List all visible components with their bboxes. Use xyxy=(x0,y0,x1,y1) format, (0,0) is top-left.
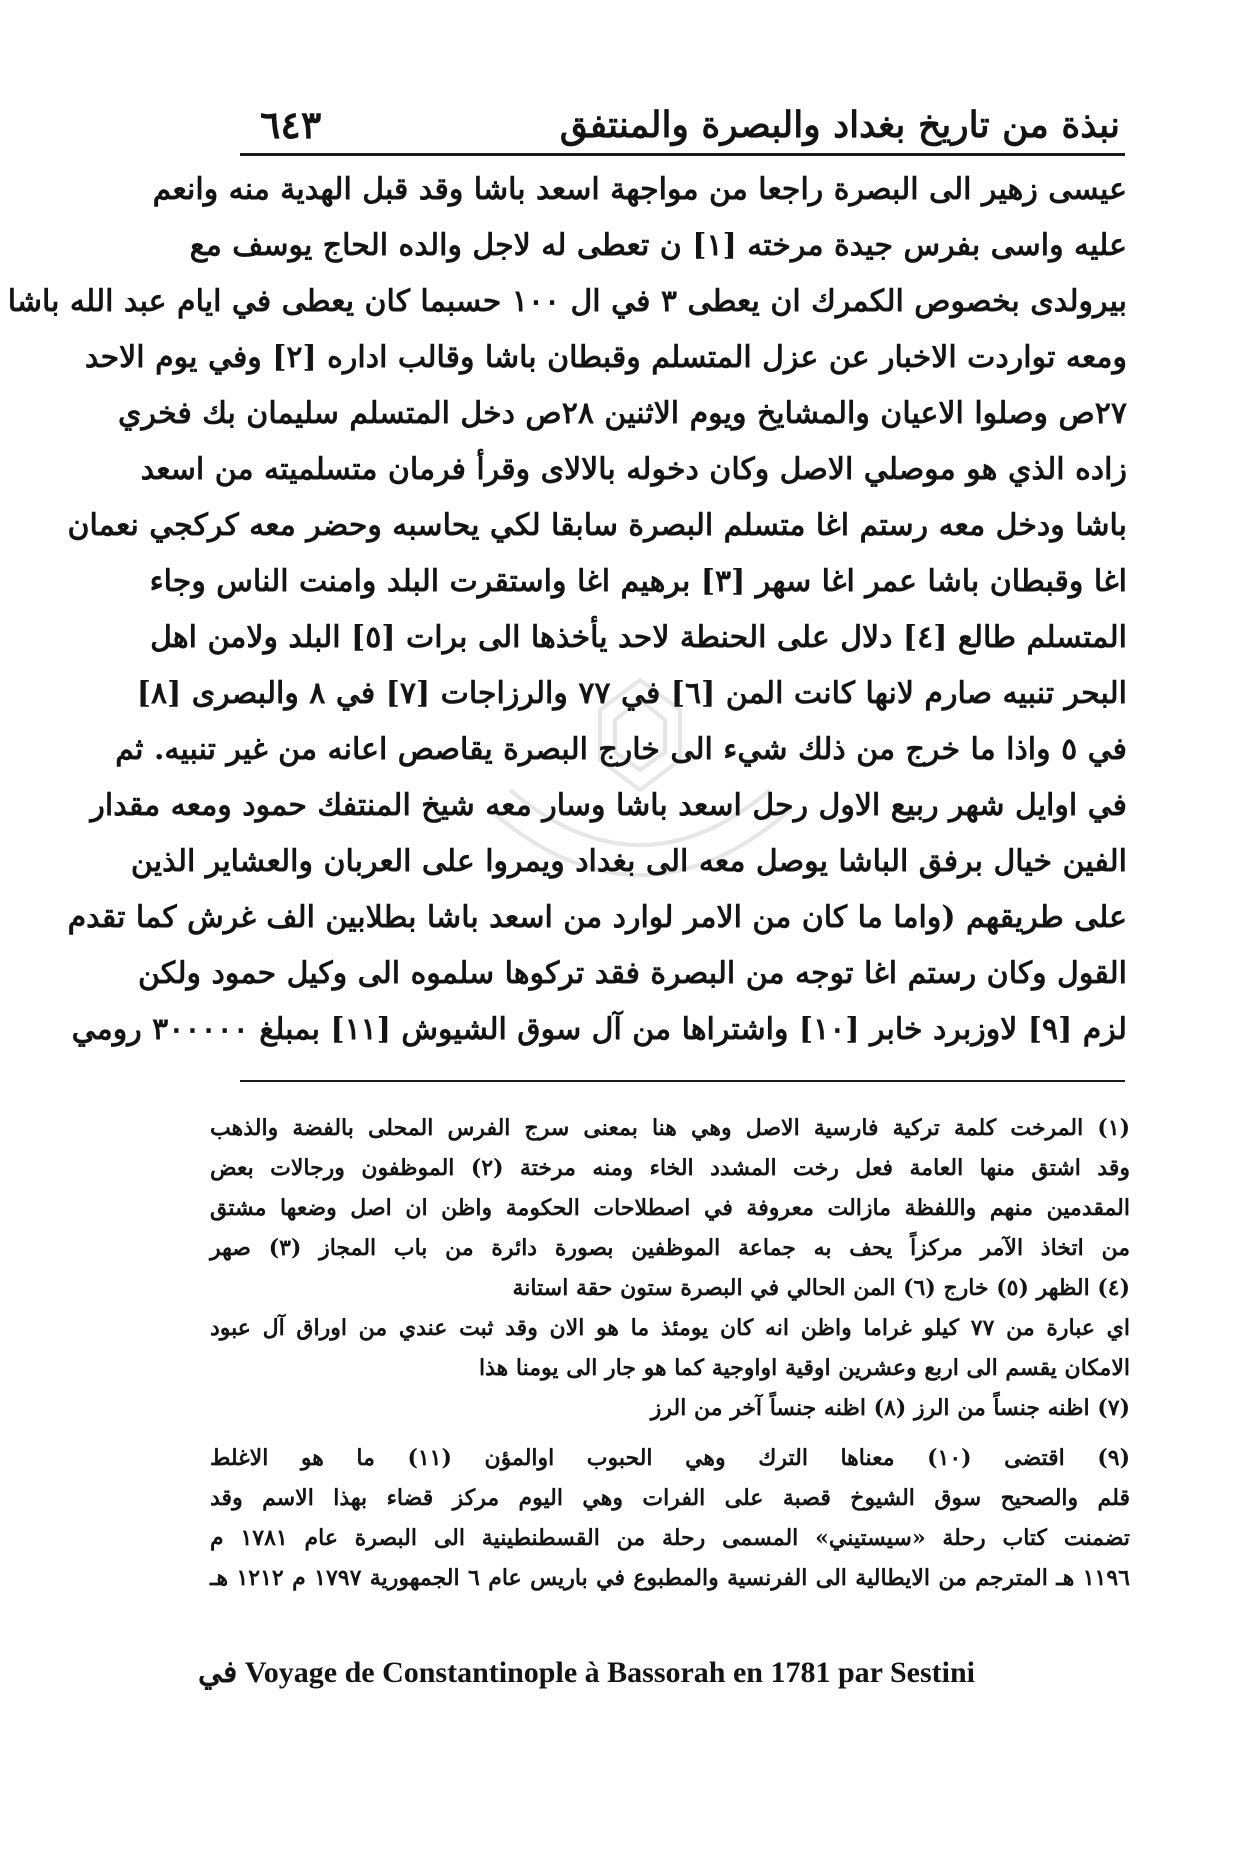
footnote-rule xyxy=(240,1080,1125,1082)
main-body-text xyxy=(7,162,1127,1058)
footnote-line: قلم والصحيح سوق الشيوخ قصبة على الفرات وهي اليوم مركز قضاء بهذا الاسم وقد xyxy=(210,1485,1130,1511)
footnote-latin-citation: في Voyage de Constantinople à Bassorah en 1781 par Sestini xyxy=(198,1656,975,1689)
body-line: زاده الذي هو موصلي الاصل وكان دخوله بالالاى وقرأ فرمان متسلميته من اسعد xyxy=(140,452,1127,487)
body-line: ومعه تواردت الاخبار عن عزل المتسلم وقبطان باشا وقالب اداره [٢] وفي يوم الاحد xyxy=(84,340,1127,375)
footnote-line: وقد اشتق منها العامة فعل رخت المشدد الخاء ومنه مرختة (٢) الموظفون ورجالات بعض xyxy=(210,1155,1130,1181)
body-line: عيسى زهير الى البصرة راجعا من مواجهة اسعد باشا وقد قبل الهدية منه وانعم xyxy=(152,172,1127,207)
body-line: المتسلم طالع [٤] دلال على الحنطة لاحد يأخذها الى برات [٥] البلد ولامن اهل xyxy=(150,620,1127,655)
footnote-line: الامكان يقسم الى اربع وعشرين اوقية اواوجية كما هو جار الى يومنا هذا xyxy=(479,1355,1130,1381)
page-number: ٦٤٣ xyxy=(260,102,322,147)
body-line: البحر تنبيه صارم لانها كانت المن [٦] في ٧٧ والرزاجات [٧] في ٨ والبصرى [٨] xyxy=(136,676,1127,711)
body-line: في ٥ واذا ما خرج من ذلك شيء الى خارج البصرة يقاصص اعانه من غير تنبيه. ثم xyxy=(115,732,1127,767)
footnote-line: من اتخاذ الآمر مركزاً يحف به جماعة الموظفين بصورة دائرة من باب المجاز (٣) صهر xyxy=(210,1235,1130,1261)
body-line: في اوايل شهر ربيع الاول رحل اسعد باشا وسار معه شيخ المنتفك حمود ومعه مقدار xyxy=(90,788,1127,823)
footnote-line: تضمنت كتاب رحلة «سيستيني» المسمى رحلة من القسطنطينية الى البصرة عام ١٧٨١ م xyxy=(210,1525,1131,1551)
body-line: ٢٧ص وصلوا الاعيان والمشايخ ويوم الاثنين ٢٨ص دخل المتسلم سليمان بك فخري xyxy=(118,396,1127,431)
body-line: عليه واسى بفرس جيدة مرخته [١] ن تعطى له لاجل والده الحاج يوسف مع xyxy=(189,228,1127,263)
body-line: على طريقهم (واما ما كان من الامر لوارد من اسعد باشا بطلابين الف غرش كما تقدم xyxy=(67,900,1127,935)
footnote-line: اي عبارة من ٧٧ كيلو غراما واظن انه كان يومئذ ما هو الان وقد ثبت عندي من اوراق آل عبود xyxy=(210,1315,1130,1341)
footnote-line: (٧) اظنه جنساً من الرز (٨) اظنه جنساً آخر من الرز xyxy=(650,1395,1130,1421)
footnotes xyxy=(210,1108,1130,1598)
footnote-line: (١) المرخت كلمة تركية فارسية الاصل وهي هنا بمعنى سرج الفرس المحلى بالفضة والذهب xyxy=(210,1115,1130,1141)
body-line: الفين خيال برفق الباشا يوصل معه الى بغداد ويمروا على العربان والعشاير الذين xyxy=(130,844,1127,879)
footnote-line: المقدمين منهم واللفظة مازالت معروفة في اصطلاحات الحكومة واظن ان اصل وضعها مشتق xyxy=(210,1195,1130,1221)
body-line: اغا وقبطان باشا عمر اغا سهر [٣] برهيم اغا واستقرت البلد وامنت الناس وجاء xyxy=(149,564,1127,599)
page-header xyxy=(240,100,1120,150)
body-line: باشا ودخل معه رستم اغا متسلم البصرة سابقا لكي يحاسبه وحضر معه كركجي نعمان xyxy=(67,508,1127,543)
body-line: بيرولدى بخصوص الكمرك ان يعطى ٣ في ال ١٠٠ حسبما كان يعطى في ايام عبد الله باشا xyxy=(7,284,1127,319)
header-rule xyxy=(240,153,1125,156)
footnote-line: (٤) الظهر (٥) خارج (٦) المن الحالي في البصرة ستون حقة استانة xyxy=(512,1275,1130,1301)
body-line: القول وكان رستم اغا توجه من البصرة فقد تركوها سلموه الى وكيل حمود ولكن xyxy=(137,956,1127,991)
running-title: نبذة من تاريخ بغداد والبصرة والمنتفق xyxy=(559,104,1120,146)
body-line: لزم [٩] لاوزبرد خابر [١٠] واشتراها من آل سوق الشيوش [١١] بمبلغ ٣٠٠٠٠٠ رومي xyxy=(71,1012,1127,1047)
footnote-line: ١١٩٦ هـ المترجم من الايطالية الى الفرنسية والمطبوع في باريس عام ٦ الجمهورية ١٧٩٧ م ١٢١٢ هـ xyxy=(210,1565,1130,1591)
footnote-line: (٩) اقتضى (١٠) معناها الترك وهي الحبوب اوالمؤن (١١) ما هو الاغلط xyxy=(210,1445,1130,1471)
